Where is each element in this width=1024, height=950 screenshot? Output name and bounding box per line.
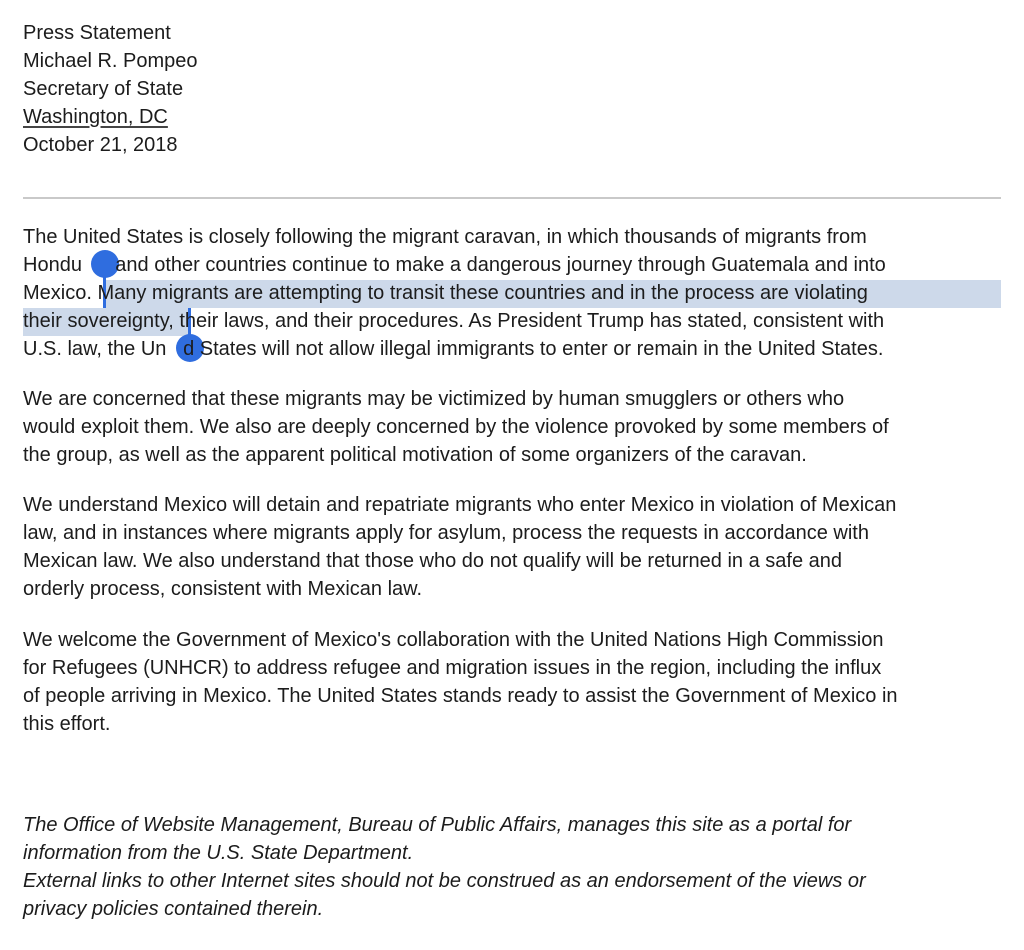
footer-line: External links to other Internet sites should not be construed as an endorsement of the views or bbox=[23, 870, 866, 892]
location-link[interactable]: Washington, DC bbox=[23, 106, 168, 128]
header-divider bbox=[23, 197, 1001, 199]
text-line: Mexican law. We also understand that those who do not qualify will be returned in a safe and bbox=[23, 550, 843, 572]
text-line: Hondu and other countries continue to make a dangerous journey through Guatemala and into bbox=[23, 254, 886, 276]
text-line: We are concerned that these migrants may be victimized by human smugglers or others who bbox=[23, 388, 845, 410]
footer-line: The Office of Website Management, Bureau of Public Affairs, manages this site as a portal for bbox=[23, 814, 852, 836]
text-line bbox=[23, 307, 1008, 335]
footer-line: privacy policies contained therein. bbox=[23, 898, 324, 920]
text-fragment: Mexico. bbox=[23, 282, 98, 304]
text-line: for Refugees (UNHCR) to address refugee and migration issues in the region, including the influx bbox=[23, 657, 882, 679]
selected-text[interactable]: Many migrants are attempting to transit these countries and in the process are violating bbox=[97, 282, 868, 304]
statement-type: Press Statement bbox=[23, 22, 171, 44]
text-line: the group, as well as the apparent political motivation of some organizers of the caravan. bbox=[23, 444, 807, 466]
author-title: Secretary of State bbox=[23, 78, 184, 100]
text-line: law, and in instances where migrants apply for asylum, process the requests in accordance with bbox=[23, 522, 869, 544]
footer-line: information from the U.S. State Department. bbox=[23, 842, 414, 864]
text-line: The United States is closely following the migrant caravan, in which thousands of migrants from bbox=[23, 226, 867, 248]
text-line bbox=[23, 279, 1008, 307]
site-footer-disclaimer bbox=[23, 811, 866, 923]
text-line: U.S. law, the Un d States will not allow illegal immigrants to enter or remain in the United States. bbox=[23, 338, 884, 360]
text-line: would exploit them. We also are deeply concerned by the violence provoked by some members of bbox=[23, 416, 889, 438]
text-line: We welcome the Government of Mexico's collaboration with the United Nations High Commission bbox=[23, 629, 884, 651]
author-name: Michael R. Pompeo bbox=[23, 50, 198, 72]
statement-date: October 21, 2018 bbox=[23, 134, 178, 156]
paragraph-concern[interactable] bbox=[23, 385, 1008, 469]
paragraph-unhcr[interactable] bbox=[23, 626, 1008, 738]
text-line: orderly process, consistent with Mexican law. bbox=[23, 578, 423, 600]
text-line: of people arriving in Mexico. The United States stands ready to assist the Government of Mexico in bbox=[23, 685, 898, 707]
text-line: this effort. bbox=[23, 713, 111, 735]
text-fragment: their laws, and their procedures. As President Trump has stated, consistent with bbox=[173, 310, 885, 332]
paragraph-mexico-detain[interactable] bbox=[23, 491, 1008, 603]
statement-header bbox=[23, 19, 198, 159]
selected-text[interactable]: their sovereignty, bbox=[23, 310, 174, 332]
text-line: We understand Mexico will detain and repatriate migrants who enter Mexico in violation of Mexican bbox=[23, 494, 897, 516]
paragraph-caravan[interactable] bbox=[23, 223, 1008, 363]
